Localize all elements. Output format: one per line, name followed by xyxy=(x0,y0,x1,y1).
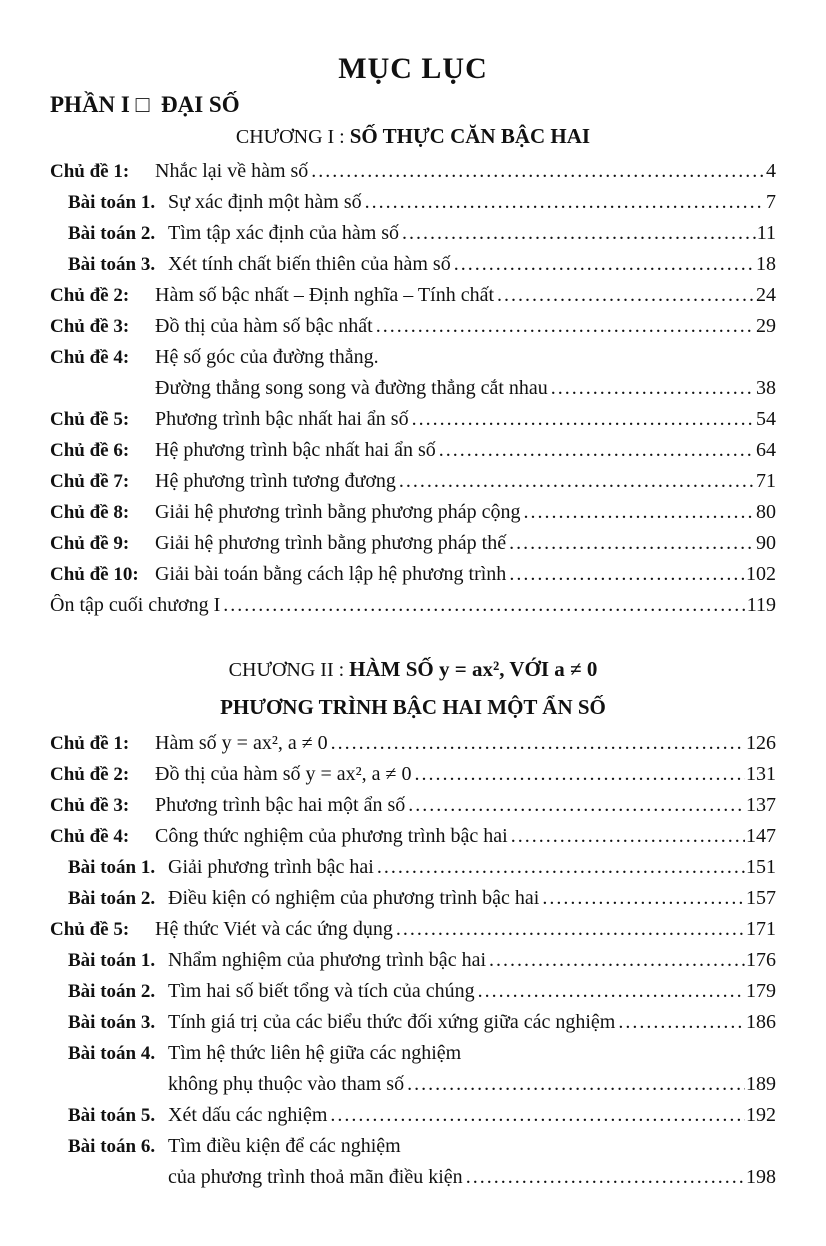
toc-entry-label: Bài toán 1. xyxy=(68,857,156,878)
toc-leader-dots xyxy=(223,594,745,617)
toc-entry-page: 24 xyxy=(756,284,776,306)
chapter-2-subtitle: PHƯƠNG TRÌNH BẬC HAI MỘT ẨN SỐ xyxy=(220,695,606,719)
toc-entry-page: 54 xyxy=(756,408,776,430)
toc-entry-label: Chủ đề 4: xyxy=(50,826,130,847)
toc-leader-dots xyxy=(497,284,755,307)
toc-entry-page: 18 xyxy=(756,253,776,275)
toc-entry-label: Chủ đề 6: xyxy=(50,440,130,461)
toc-entry-label: Bài toán 2. xyxy=(68,888,156,909)
toc-entry-label: Chủ đề 1: xyxy=(50,161,130,182)
toc-entry-title: Đồ thị của hàm số bậc nhất xyxy=(155,315,373,337)
toc-entry-label: Bài toán 6. xyxy=(68,1136,156,1157)
toc-entry-page: 192 xyxy=(746,1104,776,1126)
toc-entry-title: Công thức nghiệm của phương trình bậc hai xyxy=(155,825,508,847)
toc-entry[interactable] xyxy=(50,222,776,253)
toc-entry[interactable] xyxy=(50,887,776,918)
toc-entry-page: 147 xyxy=(746,825,776,847)
toc-entry[interactable] xyxy=(50,377,776,408)
toc-entry-title: Tìm hệ thức liên hệ giữa các nghiệm xyxy=(168,1042,462,1064)
toc-entry[interactable] xyxy=(50,284,776,315)
toc-entry-page: 102 xyxy=(746,563,776,585)
toc-entry-page: 4 xyxy=(766,160,776,182)
toc-entry-title: Phương trình bậc hai một ẩn số xyxy=(155,794,406,816)
toc-leader-dots xyxy=(509,563,745,586)
toc-entry-page: 38 xyxy=(756,377,776,399)
toc-entry[interactable] xyxy=(50,732,776,763)
toc-entry-label: Chủ đề 10: xyxy=(50,564,139,585)
toc-entry-page: 189 xyxy=(746,1073,776,1095)
toc-entry-title: Ôn tập cuối chương I xyxy=(50,594,221,616)
toc-entry[interactable] xyxy=(50,949,776,980)
toc-entry-label: Chủ đề 5: xyxy=(50,919,130,940)
toc-entry-page: 7 xyxy=(766,191,776,213)
toc-entry-page: 29 xyxy=(756,315,776,337)
toc-entry-page: 151 xyxy=(746,856,776,878)
toc-entry-page: 131 xyxy=(746,763,776,785)
toc-entry-page: 179 xyxy=(746,980,776,1002)
toc-entry[interactable] xyxy=(50,794,776,825)
toc-entry[interactable] xyxy=(50,1073,776,1104)
toc-entry-title: Giải hệ phương trình bằng phương pháp cộng xyxy=(155,501,521,523)
chapter-1-entries xyxy=(50,160,776,625)
toc-entry-title: Hệ thức Viét và các ứng dụng xyxy=(155,918,393,940)
toc-entry[interactable] xyxy=(50,470,776,501)
toc-entry[interactable] xyxy=(50,532,776,563)
toc-entry[interactable] xyxy=(50,856,776,887)
chapter-2-heading xyxy=(50,651,776,726)
toc-entry[interactable] xyxy=(50,1166,776,1197)
toc-entry-title: Xét tính chất biến thiên của hàm số xyxy=(168,253,451,275)
toc-leader-dots xyxy=(551,377,755,400)
toc-leader-dots xyxy=(365,191,765,214)
toc-entry[interactable] xyxy=(50,315,776,346)
toc-entry-title: không phụ thuộc vào tham số xyxy=(168,1073,405,1095)
toc-entry-title: Nhắc lại về hàm số xyxy=(155,160,309,182)
toc-entry-title: Phương trình bậc nhất hai ẩn số xyxy=(155,408,409,430)
toc-leader-dots xyxy=(331,732,745,755)
toc-entry-label: Bài toán 1. xyxy=(68,192,156,213)
toc-entry-page: 126 xyxy=(746,732,776,754)
chapter-1-heading xyxy=(50,121,776,153)
chapter-2-title: HÀM SỐ y = ax², VỚI a ≠ 0 xyxy=(349,657,598,681)
toc-entry-page: 119 xyxy=(746,594,776,616)
toc-entry-title: của phương trình thoả mãn điều kiện xyxy=(168,1166,463,1188)
page-title: MỤC LỤC xyxy=(338,52,488,85)
toc-entry[interactable] xyxy=(50,160,776,191)
toc-entry[interactable] xyxy=(50,191,776,222)
toc-entry[interactable] xyxy=(50,346,776,377)
toc-leader-dots xyxy=(311,160,765,183)
toc-entry-title: Nhẩm nghiệm của phương trình bậc hai xyxy=(168,949,486,971)
toc-leader-dots xyxy=(439,439,755,462)
chapter-1-title: SỐ THỰC CĂN BẬC HAI xyxy=(349,124,591,148)
toc-leader-dots xyxy=(489,949,745,972)
chapter-1-section xyxy=(50,121,776,625)
toc-entry[interactable] xyxy=(50,1042,776,1073)
toc-entry[interactable] xyxy=(50,1011,776,1042)
toc-entry[interactable] xyxy=(50,1135,776,1166)
toc-entry-label: Bài toán 2. xyxy=(68,223,156,244)
toc-entry-title: Đồ thị của hàm số y = ax², a ≠ 0 xyxy=(155,763,412,785)
chapter-2-entries xyxy=(50,732,776,1197)
toc-entry-title: Hàm số y = ax², a ≠ 0 xyxy=(155,732,328,754)
toc-entry-title: Tìm hai số biết tổng và tích của chúng xyxy=(168,980,475,1002)
toc-entry[interactable] xyxy=(50,439,776,470)
toc-leader-dots xyxy=(396,918,745,941)
toc-entry-page: 90 xyxy=(756,532,776,554)
toc-entry-title: Hệ số góc của đường thẳng. xyxy=(155,346,379,368)
toc-leader-dots xyxy=(412,408,755,431)
toc-entry-page: 186 xyxy=(746,1011,776,1033)
toc-entry-title: Sự xác định một hàm số xyxy=(168,191,362,213)
toc-entry-label: Chủ đề 5: xyxy=(50,409,130,430)
toc-entry[interactable] xyxy=(50,594,776,625)
toc-leader-dots xyxy=(509,532,755,555)
toc-entry-label: Chủ đề 2: xyxy=(50,285,130,306)
toc-entry-label: Chủ đề 2: xyxy=(50,764,130,785)
toc-leader-dots xyxy=(399,470,755,493)
toc-entry-label: Bài toán 3. xyxy=(68,1012,156,1033)
toc-entry-title: Giải phương trình bậc hai xyxy=(168,856,374,878)
toc-leader-dots xyxy=(402,222,756,245)
toc-entry[interactable] xyxy=(50,825,776,856)
toc-entry-label: Chủ đề 3: xyxy=(50,316,130,337)
toc-entry-label: Chủ đề 9: xyxy=(50,533,130,554)
toc-entry-label: Bài toán 2. xyxy=(68,981,156,1002)
toc-entry-title: Hệ phương trình tương đương xyxy=(155,470,396,492)
toc-leader-dots xyxy=(376,315,755,338)
chapter-2-section xyxy=(50,651,776,1197)
toc-entry[interactable] xyxy=(50,918,776,949)
toc-entry-label: Bài toán 3. xyxy=(68,254,156,275)
toc-entry-page: 171 xyxy=(746,918,776,940)
toc-entry-label: Bài toán 1. xyxy=(68,950,156,971)
chapter-2-number: CHƯƠNG II : xyxy=(228,659,350,681)
toc-entry[interactable] xyxy=(50,253,776,284)
toc-leader-dots xyxy=(618,1011,745,1034)
toc-leader-dots xyxy=(377,856,745,879)
toc-entry-title: Tính giá trị của các biểu thức đối xứng giữa các nghiệm xyxy=(168,1011,616,1033)
toc-entry-label: Chủ đề 4: xyxy=(50,347,130,368)
toc-entry[interactable] xyxy=(50,501,776,532)
toc-entry-label: Chủ đề 7: xyxy=(50,471,130,492)
toc-entry-page: 71 xyxy=(756,470,776,492)
toc-leader-dots xyxy=(511,825,745,848)
toc-entry-page: 11 xyxy=(756,222,776,244)
toc-leader-dots xyxy=(408,794,745,817)
toc-entry-page: 64 xyxy=(756,439,776,461)
toc-entry[interactable] xyxy=(50,1104,776,1135)
toc-entry[interactable] xyxy=(50,980,776,1011)
toc-entry-title: Tìm tập xác định của hàm số xyxy=(168,222,400,244)
toc-leader-dots xyxy=(542,887,745,910)
toc-entry-title: Tìm điều kiện để các nghiệm xyxy=(168,1135,401,1157)
toc-entry-title: Giải hệ phương trình bằng phương pháp thế xyxy=(155,532,507,554)
toc-entry-label: Chủ đề 8: xyxy=(50,502,130,523)
toc-entry-page: 157 xyxy=(746,887,776,909)
toc-entry-label: Chủ đề 3: xyxy=(50,795,130,816)
toc-entry-title: Hệ phương trình bậc nhất hai ẩn số xyxy=(155,439,436,461)
toc-entry[interactable] xyxy=(50,408,776,439)
toc-entry-title: Điều kiện có nghiệm của phương trình bậc hai xyxy=(168,887,540,909)
chapter-1-number: CHƯƠNG I : xyxy=(235,126,350,148)
toc-leader-dots xyxy=(466,1166,745,1189)
toc-leader-dots xyxy=(407,1073,745,1096)
toc-entry-title: Xét dấu các nghiệm xyxy=(168,1104,328,1126)
toc-entry-label: Bài toán 4. xyxy=(68,1043,156,1064)
chapter-2-heading-line1 xyxy=(50,651,776,689)
toc-leader-dots xyxy=(454,253,755,276)
toc-entry-label: Bài toán 5. xyxy=(68,1105,156,1126)
toc-entry-title: Đường thẳng song song và đường thẳng cắt nhau xyxy=(155,377,548,399)
toc-leader-dots xyxy=(478,980,745,1003)
toc-entry-label: Chủ đề 1: xyxy=(50,733,130,754)
toc-leader-dots xyxy=(330,1104,745,1127)
toc-entry-page: 80 xyxy=(756,501,776,523)
toc-entry[interactable] xyxy=(50,563,776,594)
toc-entry[interactable] xyxy=(50,763,776,794)
toc-leader-dots xyxy=(415,763,745,786)
toc-entry-title: Hàm số bậc nhất – Định nghĩa – Tính chất xyxy=(155,284,495,306)
toc-entry-page: 176 xyxy=(746,949,776,971)
toc-entry-page: 198 xyxy=(746,1166,776,1188)
toc-entry-title: Giải bài toán bằng cách lập hệ phương trình xyxy=(155,563,507,585)
part-heading: PHẦN I □ ĐẠI SỐ xyxy=(50,92,240,117)
toc-leader-dots xyxy=(524,501,755,524)
toc-entry-page: 137 xyxy=(746,794,776,816)
